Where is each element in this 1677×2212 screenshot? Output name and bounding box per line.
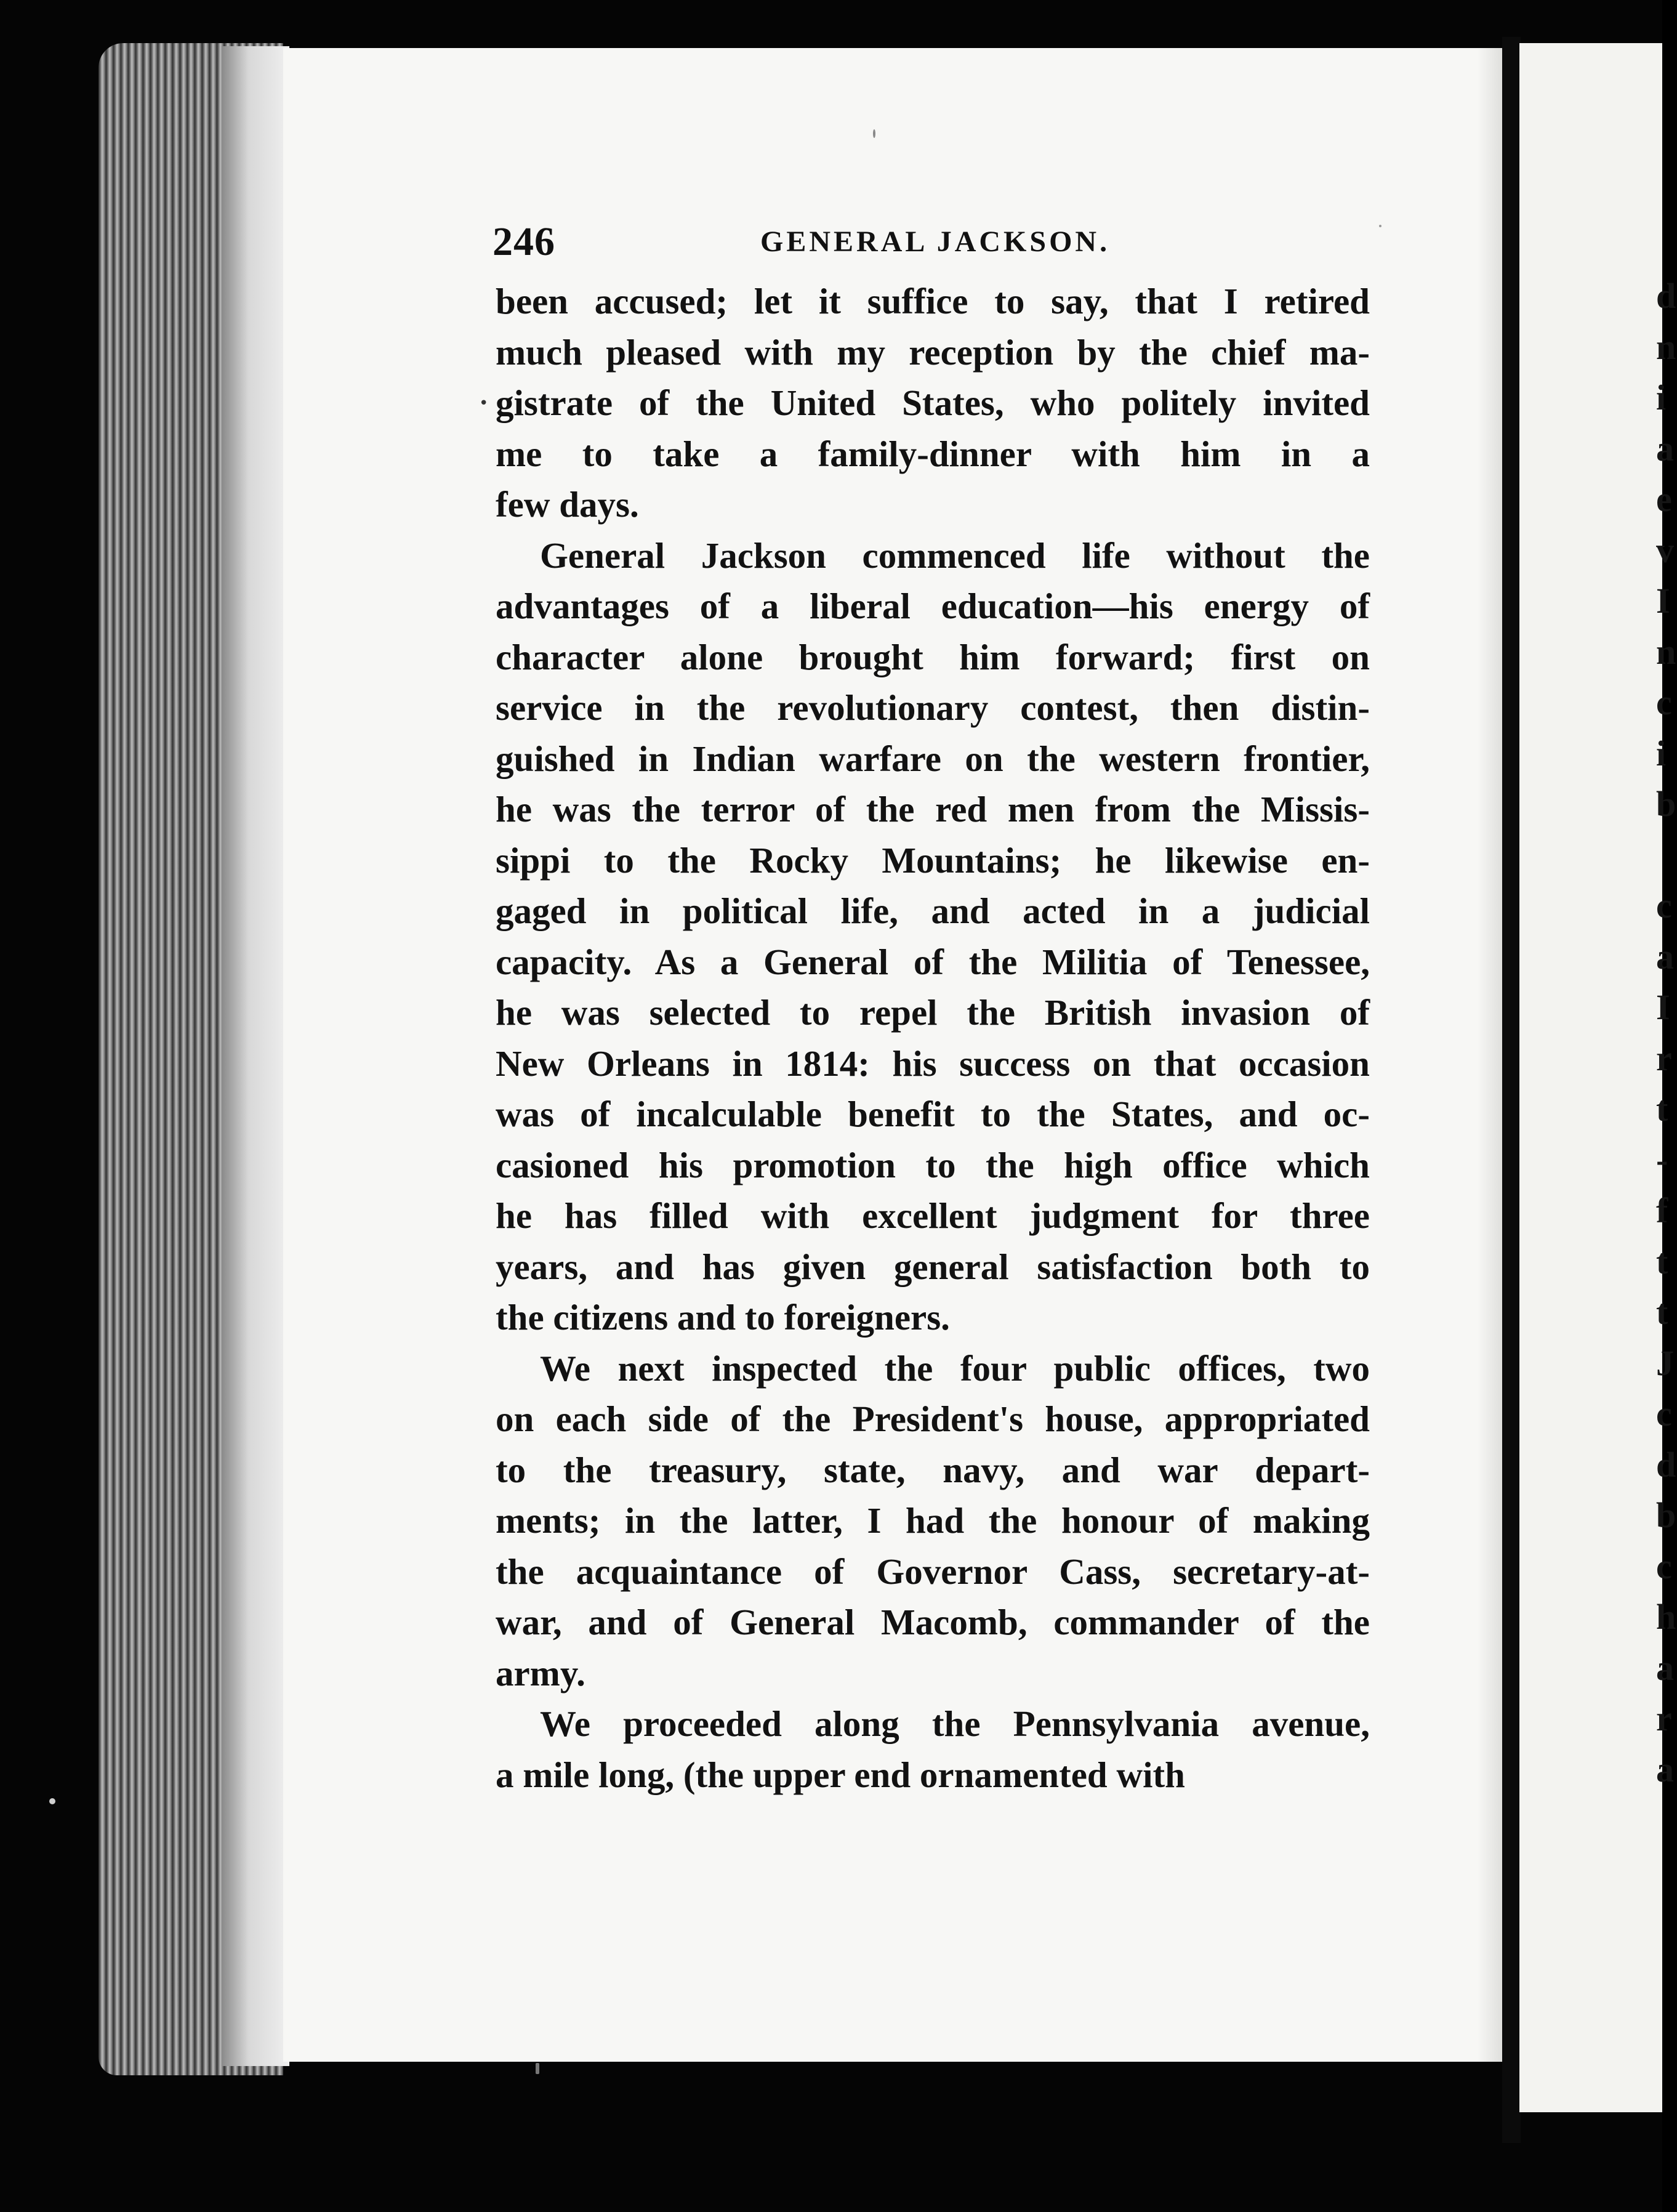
text-line: sippi to the Rocky Mountains; he likewise en- [496,839,1370,881]
right-page-letter: r [1656,1038,1672,1078]
right-page-letter: d [1656,276,1676,316]
right-page-letter: t [1656,1089,1668,1129]
right-page-letter: v [1656,530,1674,570]
body-text [496,276,1370,1800]
right-page-letter: a [1656,936,1674,977]
right-page-letter: t [1656,1241,1668,1282]
right-page-letter [1656,830,1677,881]
right-page-letter: d [1656,1444,1676,1485]
right-page-letter: c [1656,682,1672,722]
text-line: We next inspected the four public offices, two [540,1347,1370,1389]
page-header [493,219,1367,274]
right-page-letter: I [1656,581,1670,621]
text-line: the citizens and to foreigners. [496,1297,950,1338]
text-line: guished in Indian warfare on the western frontier, [496,738,1370,779]
text-line: casioned his promotion to the high office which [496,1144,1370,1185]
right-page-letter: c [1656,1546,1672,1586]
right-page-letter: I [1656,987,1670,1027]
right-page-letter: t [1656,1292,1668,1332]
text-line: gaged in political life, and acted in a judicial [496,890,1370,931]
text-line: he was selected to repel the British invasion of [496,992,1370,1033]
text-line: he was the terror of the red men from the Missis- [496,789,1370,830]
scan-speck [873,129,875,138]
text-line: a mile long, (the upper end ornamented with [496,1754,1185,1795]
right-page-letter: c [1656,886,1672,926]
scan-speck [1379,225,1381,227]
text-line: years, and has given general satisfaction both to [496,1246,1370,1287]
text-line: General Jackson commenced life without the [540,535,1370,576]
text-line: few days. [496,484,639,525]
text-line: on each side of the President's house, appropriated [496,1399,1370,1439]
right-page-letter: a [1656,1647,1674,1688]
right-page-letter: n [1656,326,1676,367]
text-line: New Orleans in 1814: his success on that occasion [496,1043,1370,1084]
right-page-letter: c [1656,1394,1672,1434]
text-line: character alone brought him forward; first on [496,636,1370,677]
text-line: ments; in the latter, I had the honour of making [496,1500,1370,1541]
right-page-text-fragments [1656,271,1677,1795]
text-line: service in the revolutionary contest, then distin- [496,687,1370,728]
text-line: was of incalculable benefit to the States, and oc- [496,1094,1370,1134]
book-page-edges-inner [222,46,289,2066]
right-page-letter: b [1656,1495,1676,1535]
text-line: capacity. As a General of the Militia of Tenessee, [496,941,1370,982]
text-line: me to take a family-dinner with him in a [496,433,1370,474]
text-line: been accused; let it suffice to say, that I retired [496,281,1370,321]
margin-mark: • [479,394,489,413]
text-line: much pleased with my reception by the chief ma- [496,331,1370,373]
right-page-letter: f [1656,1190,1668,1230]
text-line: he has filled with excellent judgment for three [496,1195,1370,1236]
scan-speck [49,1798,55,1804]
right-page-letter: b [1656,784,1676,824]
right-page-letter: J [1656,1342,1674,1383]
right-page-letter: i [1656,733,1667,773]
text-line: We proceeded along the Pennsylvania avenue, [540,1703,1370,1744]
right-page-letter: - [1656,1139,1668,1180]
right-page-letter: r [1656,1698,1672,1738]
text-line: to the treasury, state, navy, and war depart- [496,1449,1370,1490]
text-line: war, and of General Macomb, commander of the [496,1602,1370,1642]
right-page-letter: a [1656,1749,1674,1790]
text-line: gistrate of the United States, who politely invited [496,382,1370,423]
scan-speck [536,2063,539,2074]
text-line: the acquaintance of Governor Cass, secretary-at- [496,1551,1370,1592]
right-page-letter: h [1656,1597,1676,1637]
running-head: GENERAL JACKSON. [760,225,1111,258]
text-line: army. [496,1652,585,1693]
right-page-sliver [1519,43,1677,2112]
book-gutter [1502,37,1521,2143]
page-number: 246 [493,219,555,264]
right-page-letter: a [1656,428,1674,469]
right-page-letter: n [1656,631,1676,672]
right-page-letter: i [1656,377,1667,418]
right-page-letter: e [1656,479,1672,519]
text-line: advantages of a liberal education—his energy of [496,586,1370,626]
